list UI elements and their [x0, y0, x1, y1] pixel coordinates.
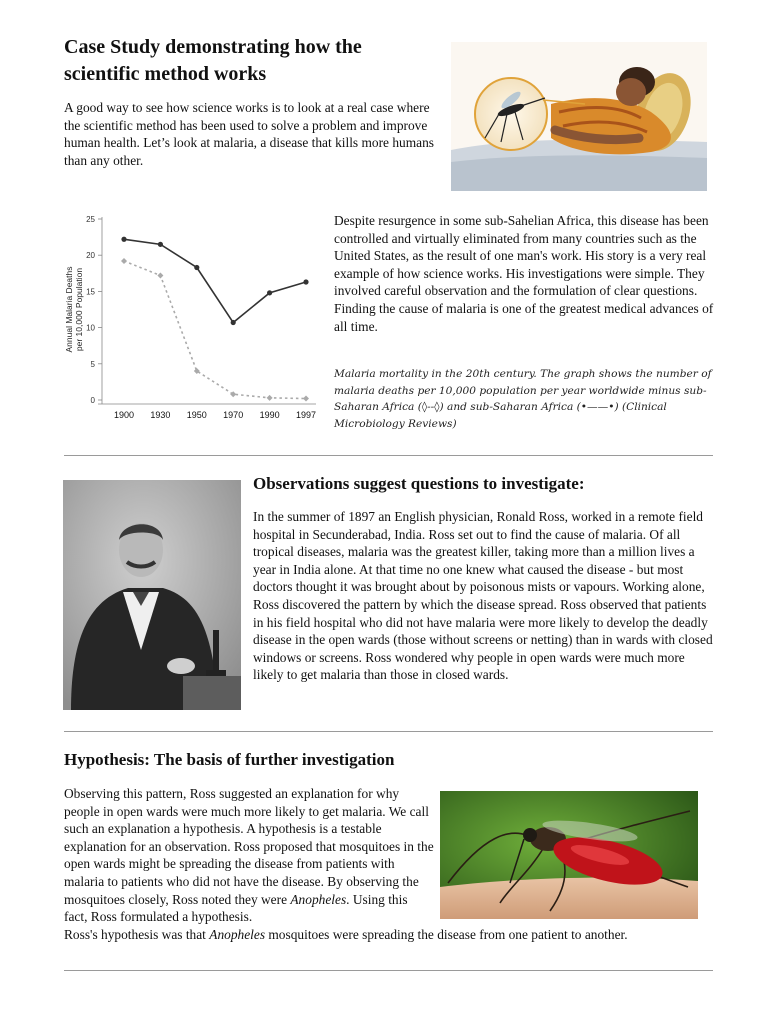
malaria-history-paragraph: Despite resurgence in some sub-Sahelian Africa, this disease has been controlled and virtually eliminated from many countries such as the United States, as the result of one man's work. His story is a very real example of how science works. His investigations were simple. They involved careful observation and the formulation of clear questions. Finding the cause of malaria is one of the greatest medical advances of all time.: [334, 213, 714, 334]
observations-paragraph: In the summer of 1897 an English physician, Ronald Ross, worked in a remote field hospital in Secunderabad, India. Ross set out to find the cause of malaria. Of all tropical diseases, malaria was the greatest killer, taking more than a million lives a year in India alone. At that time no one knew what caused the disease - but most doctors thought it was brought about by poisonous mists or vapours. Working alone, Ross discovered the pattern by which the disease spread. Ross observed that patients in his field hospital who did not have malaria were more likely to develop the deadly disease in the open wards (those without screens or netting) than in wards with closed windows or screens. Ross wondered why people in open wards were much more likely to get malaria than those in closed wards.: [253, 509, 713, 683]
page-title: Case Study demonstrating how the scientific method works: [64, 36, 362, 85]
intro-paragraph: A good way to see how science works is to look at a real case where the scientific method has been used to solve a problem and improve human health. Let’s look at malaria, a disease that kills more humans than any other.: [64, 100, 435, 168]
x-tick-label: 1990: [259, 410, 280, 420]
series-line-dotted: [124, 261, 306, 399]
data-point-dot: [231, 320, 236, 325]
x-tick-label: 1930: [150, 410, 171, 420]
data-point-dot: [267, 290, 272, 295]
chart-caption: Malaria mortality in the 20th century. The graph shows the number of malaria deaths per 10,000 population per year worldwide minus sub-Saharan Africa (◊--◊) and sub-Saharan Africa (•——•) (Clinical Microbiology Reviews): [334, 368, 712, 430]
data-point-diamond: [267, 395, 273, 401]
y-tick-label: 25: [86, 215, 95, 224]
anopheles-term: Anopheles: [209, 927, 266, 942]
anopheles-term: Anopheles: [290, 891, 347, 907]
y-tick-label: 15: [86, 287, 95, 297]
data-point-diamond: [157, 272, 163, 278]
malaria-mortality-chart: [58, 208, 328, 428]
x-tick-label: 1900: [113, 410, 135, 420]
hypothesis-heading: Hypothesis: The basis of further investigation: [64, 750, 395, 769]
y-tick-label: 10: [86, 323, 95, 333]
hypothesis-statement: Ross's hypothesis was that Anopheles mosquitoes were spreading the disease from one patient to another.: [64, 927, 628, 942]
hypothesis-paragraph: Observing this pattern, Ross suggested an explanation for why people in open wards were much more likely to get malaria. We call such an explanation a hypothesis. A hypothesis is a testable explanation for an observation. Ross proposed that mosquitoes in the open wards might be spreading the disease from patients with malaria to patients who did not have the disease. By observing the mosquitoes closely, Ross noted they were Anopheles. Using this fact, Ross formulated a hypothesis.: [64, 786, 434, 925]
section-divider: [64, 970, 713, 971]
data-point-dot: [121, 237, 126, 242]
observations-heading: Observations suggest questions to investigate:: [253, 474, 585, 493]
series-line-solid: [124, 239, 306, 322]
y-tick-label: 5: [90, 359, 95, 369]
sleeping-woman-illustration: [451, 42, 707, 191]
data-point-dot: [158, 242, 163, 247]
ronald-ross-portrait: [63, 480, 241, 710]
data-point-diamond: [121, 258, 127, 264]
anopheles-mosquito-photo: [440, 791, 698, 919]
x-tick-label: 1970: [223, 410, 244, 420]
section-divider: [64, 731, 713, 732]
data-point-dot: [303, 279, 308, 284]
y-axis-label: Annual Malaria Deathsper 10,000 Population: [64, 266, 84, 353]
x-tick-label: 1950: [186, 410, 207, 420]
y-tick-label: 0: [90, 396, 95, 405]
section-divider: [64, 455, 713, 456]
y-tick-label: 20: [86, 251, 95, 261]
data-point-dot: [194, 265, 199, 270]
data-point-diamond: [303, 396, 309, 402]
x-tick-label: 1997: [295, 410, 317, 420]
